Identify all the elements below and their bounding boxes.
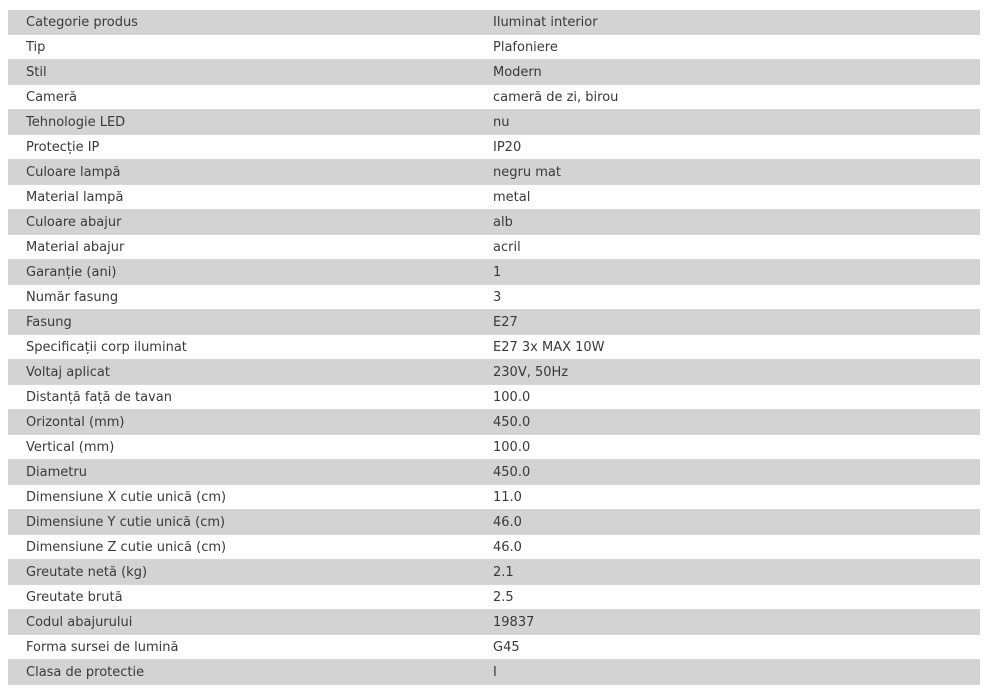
spec-row [8,260,980,285]
spec-value: 19837 [493,615,535,630]
spec-label: Voltaj aplicat [26,365,110,380]
spec-row [8,485,980,510]
spec-row [8,435,980,460]
spec-label: Material lampă [26,190,124,205]
spec-value: 46.0 [493,540,522,555]
spec-label: Dimensiune X cutie unică (cm) [26,490,227,505]
spec-row [8,110,980,135]
spec-label: Distanță față de tavan [26,390,172,405]
spec-label: Orizontal (mm) [26,415,125,430]
spec-row [8,360,980,385]
spec-row [8,510,980,535]
spec-label: Stil [26,65,47,80]
spec-value: E27 3x MAX 10W [493,340,605,355]
spec-value: cameră de zi, birou [493,90,619,105]
spec-value: 450.0 [493,465,531,480]
spec-label: Clasa de protectie [26,665,145,680]
spec-label: Culoare abajur [26,215,122,230]
spec-label: Număr fasung [26,290,119,305]
spec-value: G45 [493,640,520,655]
spec-value: E27 [493,315,518,330]
spec-value: 46.0 [493,515,522,530]
spec-value: 1 [493,265,502,280]
spec-row [8,335,980,360]
spec-row [8,635,980,660]
spec-row [8,60,980,85]
spec-value: IP20 [493,140,522,155]
spec-row [8,135,980,160]
spec-value: 3 [493,290,502,305]
spec-label: Specificații corp iluminat [26,340,187,355]
spec-value: Plafoniere [493,40,558,55]
spec-row [8,460,980,485]
spec-label: Dimensiune Z cutie unică (cm) [26,540,227,555]
spec-row [8,535,980,560]
spec-row [8,285,980,310]
spec-label: Forma sursei de lumină [26,640,179,655]
spec-row [8,185,980,210]
spec-value: 2.5 [493,590,514,605]
spec-row [8,660,980,685]
spec-row [8,35,980,60]
spec-value: 230V, 50Hz [493,365,569,380]
spec-value: metal [493,190,531,205]
spec-row [8,160,980,185]
spec-value: Iluminat interior [493,15,598,30]
spec-value: 100.0 [493,440,531,455]
spec-value: 2.1 [493,565,514,580]
spec-label: Dimensiune Y cutie unică (cm) [26,515,226,530]
spec-value: nu [493,115,510,130]
spec-label: Codul abajurului [26,615,133,630]
spec-label: Categorie produs [26,15,138,30]
spec-row [8,410,980,435]
specifications-table [8,10,980,685]
spec-label: Greutate netă (kg) [26,565,148,580]
spec-label: Fasung [26,315,72,330]
spec-row [8,310,980,335]
spec-label: Diametru [26,465,87,480]
spec-row [8,10,980,35]
spec-value: 100.0 [493,390,531,405]
spec-value: 11.0 [493,490,522,505]
spec-label: Tehnologie LED [26,115,126,130]
spec-value: 450.0 [493,415,531,430]
spec-label: Culoare lampă [26,165,121,180]
spec-value: Modern [493,65,542,80]
spec-value: acril [493,240,521,255]
spec-row [8,210,980,235]
spec-row [8,235,980,260]
spec-row [8,385,980,410]
spec-label: Greutate brută [26,590,123,605]
spec-row [8,560,980,585]
spec-label: Vertical (mm) [26,440,115,455]
spec-row [8,85,980,110]
spec-value: alb [493,215,513,230]
spec-label: Garanție (ani) [26,265,117,280]
spec-row [8,610,980,635]
spec-label: Protecție IP [26,140,100,155]
spec-label: Cameră [26,90,78,105]
spec-label: Material abajur [26,240,125,255]
spec-row [8,585,980,610]
spec-label: Tip [26,40,46,55]
spec-value: I [493,665,497,680]
spec-value: negru mat [493,165,561,180]
